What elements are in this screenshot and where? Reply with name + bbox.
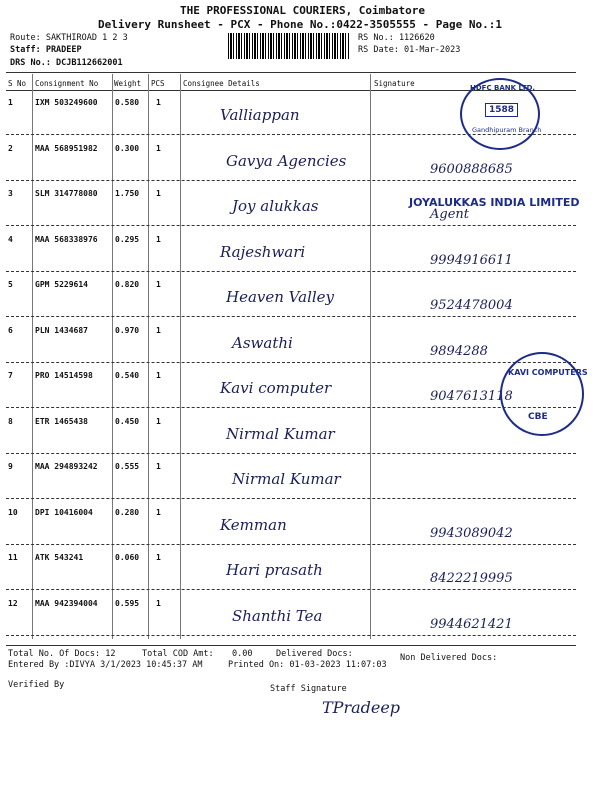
row-divider xyxy=(6,271,576,272)
row-consignee-name: Nirmal Kumar xyxy=(226,425,335,443)
row-weight: 0.820 xyxy=(115,280,140,289)
row-sno: 9 xyxy=(8,462,13,471)
runsheet-title: Delivery Runsheet - PCX - Phone No.:0422-3505555 - Page No.:1 xyxy=(98,18,502,31)
row-sno: 10 xyxy=(8,508,18,517)
row-divider xyxy=(6,453,576,454)
row-weight: 0.580 xyxy=(115,98,140,107)
row-weight: 0.970 xyxy=(115,326,140,335)
row-pcs: 1 xyxy=(156,462,161,471)
row-weight: 0.280 xyxy=(115,508,140,517)
route-label: Route: SAKTHIROAD 1 2 3 xyxy=(10,33,128,43)
hdfc-stamp-title: HDFC BANK LTD. xyxy=(470,84,536,92)
row-sno: 7 xyxy=(8,371,13,380)
row-pcs: 1 xyxy=(156,371,161,380)
non-delivered-docs: Non Delivered Docs: xyxy=(400,653,498,663)
row-consignment-no: IXM 503249600 xyxy=(35,98,98,107)
row-consignee-name: Joy alukkas xyxy=(232,197,319,215)
row-signature-note: Agent xyxy=(430,207,469,222)
company-title: THE PROFESSIONAL COURIERS, Coimbatore xyxy=(180,4,426,17)
total-cod-label: Total COD Amt: xyxy=(142,649,214,659)
row-sno: 3 xyxy=(8,189,13,198)
rs-number: RS No.: 1126620 xyxy=(358,33,435,43)
row-sno: 2 xyxy=(8,144,13,153)
row-divider xyxy=(6,225,576,226)
joyalukkas-stamp: JOYALUKKAS INDIA LIMITED xyxy=(409,196,580,209)
row-divider xyxy=(6,498,576,499)
row-consignee-name: Gavya Agencies xyxy=(226,152,347,170)
row-divider xyxy=(6,362,576,363)
entered-by: Entered By :DIVYA 3/1/2023 10:45:37 AM xyxy=(8,660,203,670)
row-consignment-no: DPI 10416004 xyxy=(35,508,93,517)
row-consignment-no: MAA 294893242 xyxy=(35,462,98,471)
row-consignment-no: PRO 14514598 xyxy=(35,371,93,380)
row-consignment-no: PLN 1434687 xyxy=(35,326,88,335)
row-divider xyxy=(6,635,576,636)
row-pcs: 1 xyxy=(156,98,161,107)
row-divider xyxy=(6,316,576,317)
verified-by: Verified By xyxy=(8,680,65,690)
col-pcs: PCS xyxy=(151,79,165,88)
row-weight: 0.300 xyxy=(115,144,140,153)
row-divider xyxy=(6,544,576,545)
kavi-stamp-title: KAVI COMPUTERS xyxy=(508,368,588,377)
row-pcs: 1 xyxy=(156,326,161,335)
row-pcs: 1 xyxy=(156,599,161,608)
row-signature-note: 9524478004 xyxy=(430,298,513,313)
row-pcs: 1 xyxy=(156,189,161,198)
row-signature-note: 9047613118 xyxy=(430,389,513,404)
row-pcs: 1 xyxy=(156,235,161,244)
row-signature-note: 9944621421 xyxy=(430,617,513,632)
row-consignee-name: Kemman xyxy=(220,516,287,534)
row-consignee-name: Hari prasath xyxy=(226,561,323,579)
row-consignment-no: SLM 314778080 xyxy=(35,189,98,198)
row-sno: 12 xyxy=(8,599,18,608)
row-consignee-name: Aswathi xyxy=(232,334,293,352)
row-signature-note: 9943089042 xyxy=(430,526,513,541)
drs-label: DRS No.: DCJB112662001 xyxy=(10,58,123,68)
kavi-stamp-city: CBE xyxy=(528,412,548,422)
kavi-stamp xyxy=(500,352,584,436)
barcode xyxy=(228,33,350,59)
row-sno: 5 xyxy=(8,280,13,289)
row-pcs: 1 xyxy=(156,553,161,562)
row-weight: 0.555 xyxy=(115,462,140,471)
row-weight: 0.540 xyxy=(115,371,140,380)
row-consignment-no: MAA 942394004 xyxy=(35,599,98,608)
row-weight: 0.450 xyxy=(115,417,140,426)
col-signature: Signature xyxy=(374,79,415,88)
col-sno: S No xyxy=(8,79,27,88)
row-sno: 6 xyxy=(8,326,13,335)
row-weight: 0.595 xyxy=(115,599,140,608)
row-signature-note: 9600888685 xyxy=(430,162,513,177)
row-sno: 11 xyxy=(8,553,18,562)
hdfc-stamp-code: 1588 xyxy=(485,103,518,117)
row-consignment-no: ATK 543241 xyxy=(35,553,84,562)
row-divider xyxy=(6,589,576,590)
col-weight: Weight xyxy=(114,79,142,88)
row-consignment-no: GPM 5229614 xyxy=(35,280,88,289)
delivered-docs: Delivered Docs: xyxy=(276,649,353,659)
col-consignment: Consignment No xyxy=(35,79,99,88)
row-weight: 0.060 xyxy=(115,553,140,562)
row-consignee-name: Nirmal Kumar xyxy=(232,470,341,488)
row-consignee-name: Rajeshwari xyxy=(220,243,306,261)
row-signature-note: 9994916611 xyxy=(430,253,513,268)
staff-label: Staff: PRADEEP xyxy=(10,45,82,55)
row-divider xyxy=(6,407,576,408)
row-weight: 1.750 xyxy=(115,189,140,198)
row-consignment-no: MAA 568951982 xyxy=(35,144,98,153)
row-consignment-no: MAA 568338976 xyxy=(35,235,98,244)
row-consignee-name: Kavi computer xyxy=(220,379,332,397)
staff-signature: TPradeep xyxy=(322,698,401,717)
total-docs: Total No. Of Docs: 12 xyxy=(8,649,116,659)
rs-date: RS Date: 01-Mar-2023 xyxy=(358,45,461,55)
staff-signature-label: Staff Signature xyxy=(270,684,347,694)
row-sno: 8 xyxy=(8,417,13,426)
row-weight: 0.295 xyxy=(115,235,140,244)
row-signature-note: 8422219995 xyxy=(430,571,513,586)
printed-on: Printed On: 01-03-2023 11:07:03 xyxy=(228,660,387,670)
row-consignment-no: ETR 1465438 xyxy=(35,417,88,426)
row-consignee-name: Valliappan xyxy=(220,106,300,124)
row-signature-note: 9894288 xyxy=(430,344,488,359)
row-pcs: 1 xyxy=(156,508,161,517)
hdfc-stamp-branch: Gandhipuram Branch xyxy=(472,126,542,134)
col-consignee: Consignee Details xyxy=(183,79,260,88)
row-pcs: 1 xyxy=(156,280,161,289)
row-pcs: 1 xyxy=(156,417,161,426)
row-sno: 1 xyxy=(8,98,13,107)
row-consignee-name: Heaven Valley xyxy=(226,288,335,306)
row-divider xyxy=(6,180,576,181)
total-cod-value: 0.00 xyxy=(232,649,253,659)
row-sno: 4 xyxy=(8,235,13,244)
row-pcs: 1 xyxy=(156,144,161,153)
row-consignee-name: Shanthi Tea xyxy=(232,607,323,625)
